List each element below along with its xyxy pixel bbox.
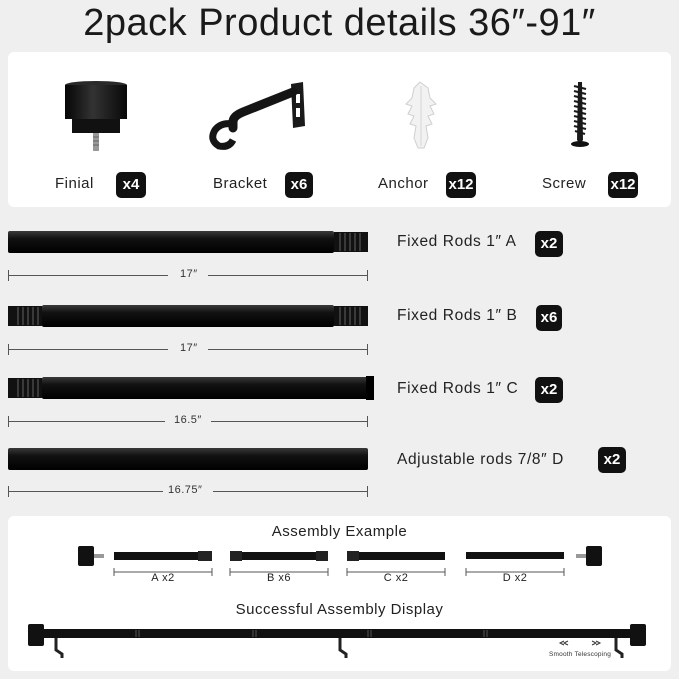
rod-label: Fixed Rods 1″ C — [397, 380, 519, 397]
segment-label: D x2 — [502, 572, 528, 584]
part-finial — [48, 52, 178, 207]
segment-label: C x2 — [383, 572, 409, 584]
assembly-example-image — [8, 540, 671, 600]
finial-icon — [48, 52, 148, 162]
parts-card — [8, 52, 671, 207]
qty-badge: x2 — [535, 377, 563, 403]
part-screw — [530, 52, 670, 207]
qty-badge: x4 — [116, 172, 146, 198]
assembly-card — [8, 516, 671, 671]
rod-label: Fixed Rods 1″ B — [397, 307, 518, 324]
part-label: Bracket — [213, 175, 268, 192]
dimension-line — [8, 484, 368, 498]
qty-badge: x12 — [608, 172, 638, 198]
assembly-display-title: Successful Assembly Display — [235, 601, 444, 618]
rod-label: Adjustable rods 7/8″ D — [397, 451, 564, 468]
page-title: 2pack Product details 36″-91″ — [83, 2, 596, 44]
screw-icon — [530, 52, 640, 162]
rod-length: 16.5″ — [174, 414, 202, 426]
rod-label: Fixed Rods 1″ A — [397, 233, 517, 250]
rod-row-d — [0, 446, 679, 506]
bracket-icon — [203, 52, 313, 162]
telescoping-note: Smooth Telescoping — [549, 651, 612, 658]
qty-badge: x6 — [536, 305, 562, 331]
part-label: Finial — [55, 175, 94, 192]
rod-length: 17″ — [180, 342, 198, 354]
rod-d-image — [6, 446, 376, 476]
assembled-rod-image — [8, 620, 671, 670]
rod-length: 16.75″ — [168, 484, 203, 496]
rod-row-b — [0, 302, 679, 362]
rod-c-image — [6, 374, 376, 404]
rod-b-image — [6, 302, 376, 332]
dimension-line — [8, 268, 368, 282]
part-label: Anchor — [378, 175, 429, 192]
segment-label: A x2 — [151, 572, 175, 584]
rod-row-c — [0, 374, 679, 434]
rod-a-image — [6, 228, 376, 258]
qty-badge: x2 — [535, 231, 563, 257]
rod-length: 17″ — [180, 268, 198, 280]
qty-badge: x12 — [446, 172, 476, 198]
assembly-example-title: Assembly Example — [271, 523, 408, 540]
qty-badge: x6 — [285, 172, 313, 198]
segment-label: B x6 — [266, 572, 291, 584]
anchor-icon — [366, 52, 476, 162]
part-anchor — [366, 52, 496, 207]
dimension-line — [8, 342, 368, 356]
dimension-line — [8, 414, 368, 428]
qty-badge: x2 — [598, 447, 626, 473]
rod-row-a — [0, 228, 679, 288]
part-bracket — [203, 52, 333, 207]
part-label: Screw — [542, 175, 587, 192]
